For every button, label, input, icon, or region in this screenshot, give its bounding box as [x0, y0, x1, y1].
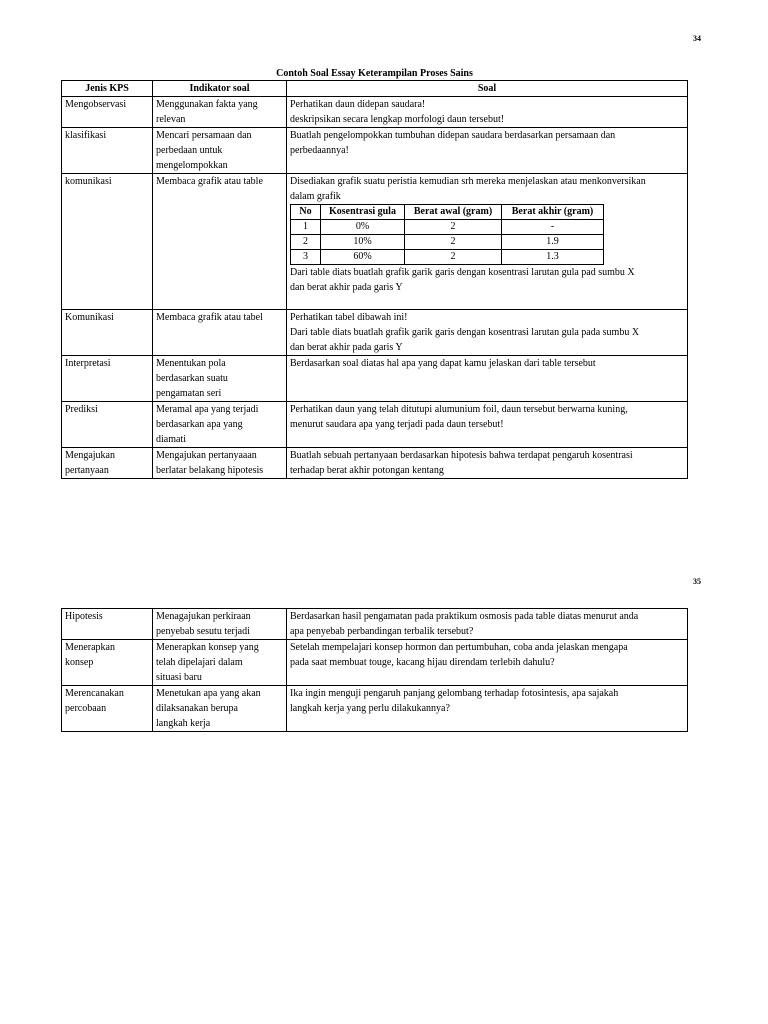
data-table-row — [291, 250, 604, 265]
indikator-cell: Mencari persamaan dan perbedaan untuk mengelompokkan — [153, 128, 287, 174]
document-title: Contoh Soal Essay Keterampilan Proses Sains — [276, 68, 473, 79]
indikator-cell: Membaca grafik atau table — [153, 174, 287, 310]
header-soal: Soal — [287, 81, 688, 97]
indikator-cell: Mengajukan pertanyaaan berlatar belakang hipotesis — [153, 448, 287, 479]
data-cell: 10% — [321, 235, 405, 250]
soal-cell — [287, 174, 688, 310]
table-row — [62, 310, 688, 356]
jenis-kps-cell: klasifikasi — [62, 128, 153, 174]
soal-cell: Berdasarkan soal diatas hal apa yang dapat kamu jelaskan dari table tersebut — [287, 356, 688, 402]
data-table-row — [291, 220, 604, 235]
data-cell: 1.9 — [502, 235, 604, 250]
soal-cell: Perhatikan daun didepan saudara! deskripsikan secara lengkap morfologi daun tersebut! — [287, 97, 688, 128]
jenis-kps-cell: Komunikasi — [62, 310, 153, 356]
indikator-cell: Menetukan apa yang akan dilaksanakan berupa langkah kerja — [153, 686, 287, 732]
soal-cell: Buatlah sebuah pertanyaan berdasarkan hipotesis bahwa terdapat pengaruh kosentrasi terhadap berat akhir potongan kentang — [287, 448, 688, 479]
jenis-kps-cell: Merencanakan percobaan — [62, 686, 153, 732]
table-row — [62, 686, 688, 732]
soal-cell: Perhatikan daun yang telah ditutupi alumunium foil, daun tersebut berwarna kuning, menurut saudara apa yang terjadi pada daun tersebut! — [287, 402, 688, 448]
indikator-cell: Menerapkan konsep yang telah dipelajari dalam situasi baru — [153, 640, 287, 686]
indikator-cell: Meramal apa yang terjadi berdasarkan apa yang diamati — [153, 402, 287, 448]
table-row — [62, 356, 688, 402]
data-cell: 3 — [291, 250, 321, 265]
data-cell: 1 — [291, 220, 321, 235]
indikator-cell: Membaca grafik atau tabel — [153, 310, 287, 356]
data-cell: 60% — [321, 250, 405, 265]
data-table — [290, 204, 604, 265]
jenis-kps-cell: Hipotesis — [62, 609, 153, 640]
indikator-cell: Menggunakan fakta yang relevan — [153, 97, 287, 128]
header-indikator-soal: Indikator soal — [153, 81, 287, 97]
indikator-cell: Menentukan pola berdasarkan suatu pengamatan seri — [153, 356, 287, 402]
page-number: 34 — [693, 34, 701, 43]
soal-cell: Buatlah pengelompokkan tumbuhan didepan saudara berdasarkan persamaan dan perbedaannya! — [287, 128, 688, 174]
soal-cell: Ika ingin menguji pengaruh panjang gelombang terhadap fotosintesis, apa sajakah langkah kerja yang perlu dilakukannya? — [287, 686, 688, 732]
jenis-kps-cell: Mengobservasi — [62, 97, 153, 128]
data-header-kosentrasi: Kosentrasi gula — [321, 205, 405, 220]
table-row — [62, 402, 688, 448]
data-cell: 0% — [321, 220, 405, 235]
soal-intro-text: Disediakan grafik suatu peristia kemudian srh mereka menjelaskan atau menkonversikan dalam grafik — [290, 176, 646, 202]
table-row — [62, 97, 688, 128]
data-table-header-row — [291, 205, 604, 220]
table-row — [62, 174, 688, 310]
data-cell: 2 — [291, 235, 321, 250]
header-jenis-kps: Jenis KPS — [62, 81, 153, 97]
table-row — [62, 609, 688, 640]
soal-instruction-text: Dari table diats buatlah grafik garik garis dengan kosentrasi larutan gula pad sumbu X dan berat akhir pada garis Y — [290, 267, 635, 293]
indikator-cell: Menagajukan perkiraan penyebab sesutu terjadi — [153, 609, 287, 640]
table-row — [62, 640, 688, 686]
jenis-kps-cell: Prediksi — [62, 402, 153, 448]
kps-table — [61, 80, 688, 479]
jenis-kps-cell: Menerapkan konsep — [62, 640, 153, 686]
soal-cell: Setelah mempelajari konsep hormon dan pertumbuhan, coba anda jelaskan mengapa pada saat membuat touge, kacang hijau direndam terlebih dahulu? — [287, 640, 688, 686]
data-cell: 2 — [405, 250, 502, 265]
table-row — [62, 128, 688, 174]
data-cell: 1.3 — [502, 250, 604, 265]
data-header-berat-awal: Berat awal (gram) — [405, 205, 502, 220]
jenis-kps-cell: Mengajukan pertanyaan — [62, 448, 153, 479]
kps-table-continued — [61, 608, 688, 732]
data-cell: 2 — [405, 220, 502, 235]
data-cell: - — [502, 220, 604, 235]
table-header-row — [62, 81, 688, 97]
soal-cell: Perhatikan tabel dibawah ini! Dari table diats buatlah grafik garik garis dengan kosentrasi larutan gula pada sumbu X dan berat akhir pada garis Y — [287, 310, 688, 356]
jenis-kps-cell: komunikasi — [62, 174, 153, 310]
data-table-row — [291, 235, 604, 250]
data-cell: 2 — [405, 235, 502, 250]
soal-cell: Berdasarkan hasil pengamatan pada praktikum osmosis pada table diatas menurut anda apa penyebab perbandingan terbalik tersebut? — [287, 609, 688, 640]
data-header-no: No — [291, 205, 321, 220]
table-row — [62, 448, 688, 479]
page-number: 35 — [693, 577, 701, 586]
data-header-berat-akhir: Berat akhir (gram) — [502, 205, 604, 220]
jenis-kps-cell: Interpretasi — [62, 356, 153, 402]
